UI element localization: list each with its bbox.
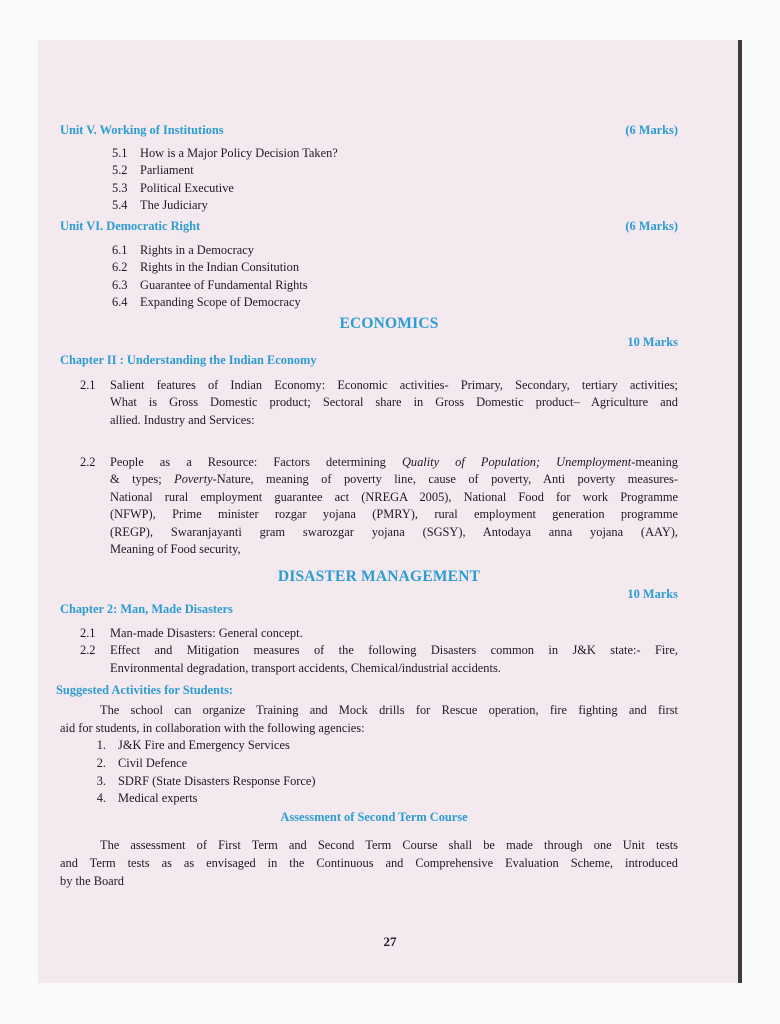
text-run: -Nature, meaning of poverty line, cause of poverty, Anti poverty measures-: [212, 472, 679, 487]
paragraph-number: 2.1: [80, 377, 96, 392]
italic-run: Poverty: [174, 472, 213, 487]
assessment-heading: Assessment of Second Term Course: [280, 809, 468, 824]
agencies-list: [80, 737, 678, 807]
disaster-title: DISASTER MANAGEMENT: [277, 568, 481, 586]
unit6-marks: (6 Marks): [625, 218, 678, 233]
text-line: The assessment of First Term and Second Term Course shall be made through one Unit tests: [100, 838, 678, 853]
unit5-heading: [60, 122, 678, 140]
page-edge-shadow: [738, 40, 742, 983]
unit5-marks: (6 Marks): [625, 123, 678, 137]
item-text: How is a Major Policy Decision Taken?: [140, 145, 338, 160]
unit6-title: Unit VI. Democratic Right: [60, 218, 201, 233]
economics-paragraph-2-2: [80, 454, 678, 560]
list-item: [112, 242, 678, 260]
text-line: and Term tests as as envisaged in the Continuous and Comprehensive Evaluation Scheme, introduced: [60, 855, 678, 870]
disaster-paragraph-2-1: [80, 625, 678, 643]
text-line: (REGP), Swaranjayanti gram swarozgar yojana (SGSY), Antodaya anna yojana (AAY),: [110, 524, 678, 539]
economics-paragraph-2-1: [80, 377, 678, 430]
text-run: People as a Resource: Factors determining: [110, 454, 402, 469]
list-item: [80, 737, 678, 755]
list-item: [80, 773, 678, 791]
item-number: 1.: [96, 738, 106, 753]
item-text: J&K Fire and Emergency Services: [118, 738, 290, 753]
item-number: 5.1: [112, 145, 128, 160]
item-number: 5.4: [112, 198, 128, 213]
text-run: & types;: [110, 472, 175, 487]
paragraph-number: 2.1: [80, 625, 96, 640]
unit5-title: Unit V. Working of Institutions: [60, 123, 224, 137]
item-text: Expanding Scope of Democracy: [140, 295, 301, 310]
list-item: [112, 277, 678, 295]
disaster-paragraph-2-2: [80, 642, 678, 677]
item-number: 4.: [96, 791, 106, 806]
paragraph-number: 2.2: [80, 454, 96, 469]
list-item: [112, 180, 678, 198]
item-text: Civil Defence: [118, 756, 188, 770]
list-item: [112, 294, 678, 312]
list-item: [112, 162, 678, 180]
text-line: Salient features of Indian Economy: Economic activities- Primary, Secondary, tertiary activities;: [110, 377, 678, 392]
paragraph-text: Man-made Disasters: General concept.: [110, 625, 303, 640]
italic-run: Quality of Population; Unemployment: [401, 454, 632, 469]
item-number: 6.4: [112, 295, 128, 310]
economics-marks: 10 Marks: [627, 334, 678, 349]
item-number: 5.2: [112, 163, 128, 178]
list-item: [80, 790, 678, 808]
list-item: [112, 145, 678, 163]
item-number: 6.1: [112, 242, 128, 257]
item-number: 6.2: [112, 260, 128, 275]
item-number: 6.3: [112, 277, 128, 292]
item-number: 3.: [96, 773, 106, 788]
text-line: [110, 454, 678, 472]
item-text: Parliament: [140, 163, 194, 178]
item-text: Guarantee of Fundamental Rights: [140, 277, 308, 292]
text-line: (NFWP), Prime minister rozgar yojana (PMRY), rural employment generation programme: [110, 507, 678, 522]
item-text: Political Executive: [140, 180, 234, 195]
unit6-list: [112, 242, 678, 312]
page-number: 27: [383, 934, 397, 949]
text-line: Meaning of Food security,: [110, 542, 241, 557]
list-item: [112, 197, 678, 215]
list-item: [80, 755, 678, 773]
disaster-chapter-heading: Chapter 2: Man, Made Disasters: [60, 602, 233, 617]
item-text: Medical experts: [118, 791, 198, 806]
text-line: aid for students, in collaboration with the following agencies:: [60, 720, 365, 735]
text-line: [110, 471, 678, 489]
item-number: 2.: [96, 756, 106, 770]
assessment-paragraph: [60, 837, 678, 890]
unit5-list: [112, 145, 678, 215]
item-text: Rights in the Indian Consitution: [140, 260, 300, 275]
unit6-heading: [60, 218, 678, 236]
text-line: What is Gross Domestic product; Sectoral share in Gross Domestic product– Agriculture and: [110, 395, 678, 410]
paragraph-number: 2.2: [80, 643, 96, 658]
item-text: SDRF (State Disasters Response Force): [118, 773, 316, 788]
economics-title: ECONOMICS: [339, 314, 439, 332]
item-text: Rights in a Democracy: [140, 242, 254, 257]
text-run: -meaning: [631, 454, 678, 469]
list-item: [112, 259, 678, 277]
text-line: allied. Industry and Services:: [110, 412, 255, 427]
text-line: National rural employment guarantee act (NREGA 2005), National Food for work Programme: [110, 489, 678, 504]
activities-intro: [60, 702, 678, 737]
text-line: Effect and Mitigation measures of the following Disasters common in J&K state:- Fire,: [110, 643, 678, 658]
text-line: by the Board: [60, 873, 125, 888]
text-line: Environmental degradation, transport accidents, Chemical/industrial accidents.: [110, 661, 501, 676]
page-content: [56, 80, 679, 890]
economics-chapter-heading: Chapter II : Understanding the Indian Economy: [60, 353, 317, 368]
item-number: 5.3: [112, 180, 128, 195]
activities-heading: Suggested Activities for Students:: [56, 682, 234, 697]
item-text: The Judiciary: [140, 198, 208, 213]
disaster-marks: 10 Marks: [627, 586, 678, 601]
text-line: The school can organize Training and Mock drills for Rescue operation, fire fighting and first: [100, 703, 678, 718]
